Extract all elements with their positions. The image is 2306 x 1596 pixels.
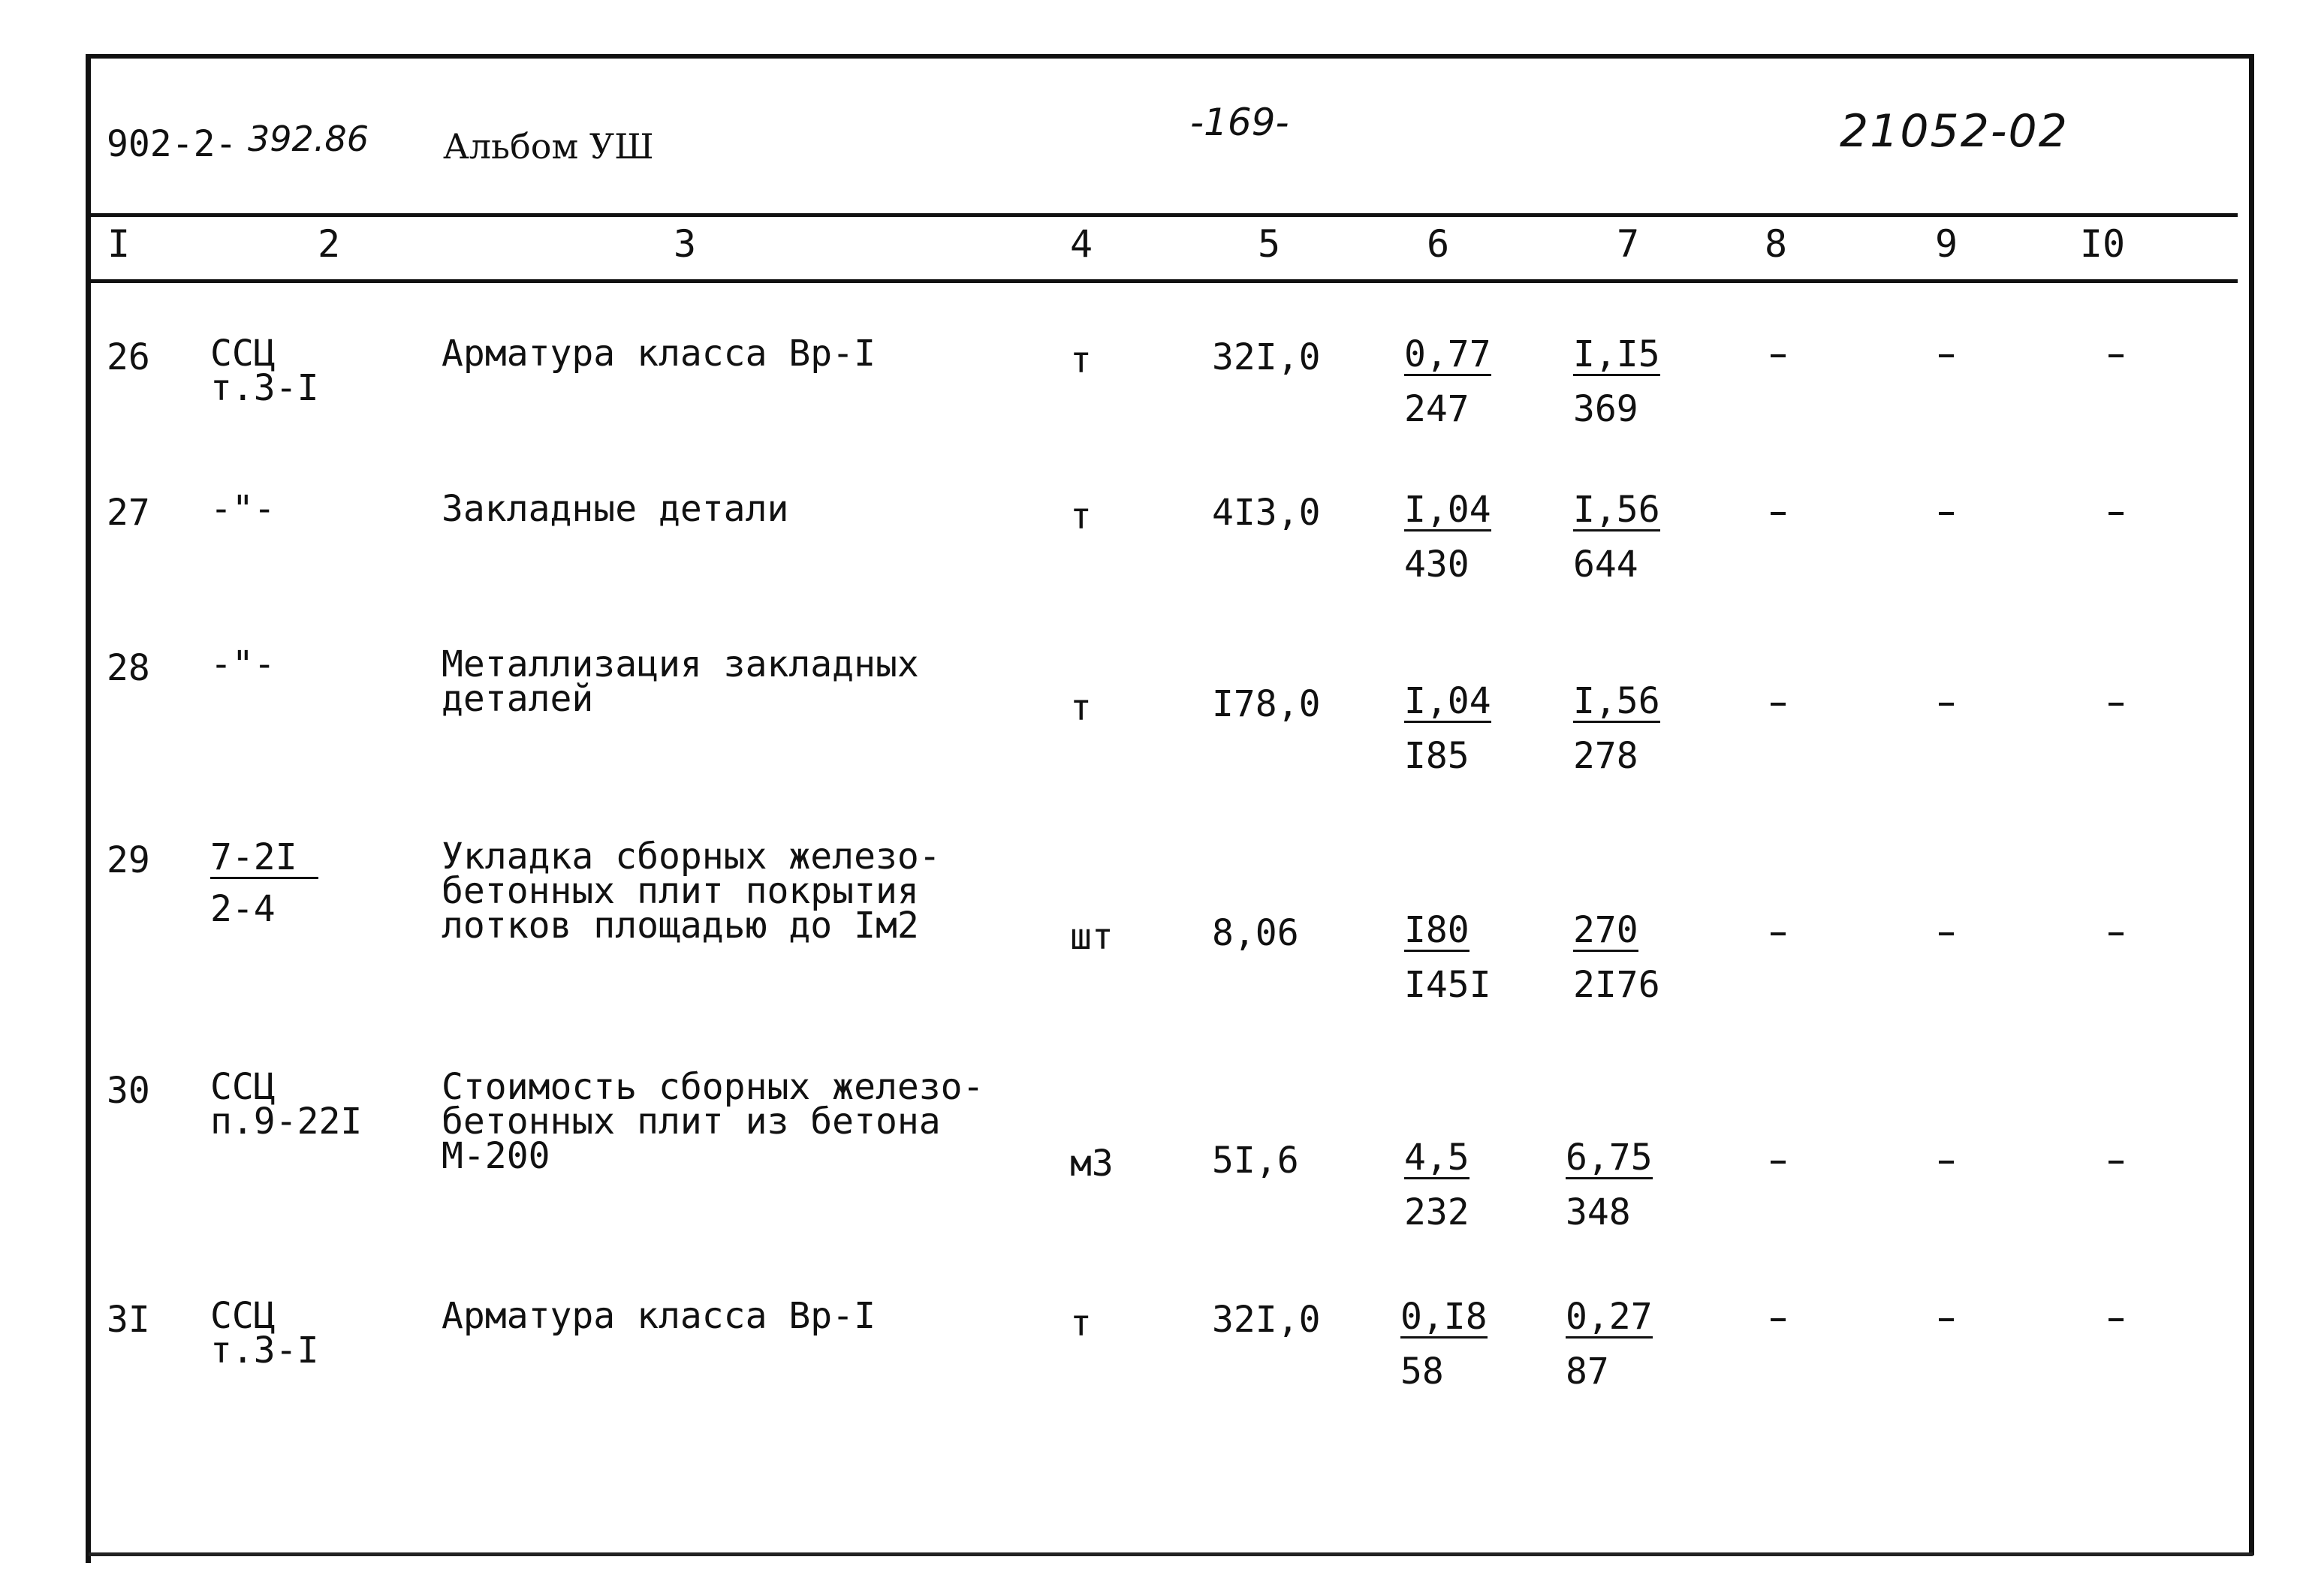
doc-series: 902-2- bbox=[107, 123, 237, 165]
code-line: т.3-I bbox=[210, 1329, 319, 1372]
column-8-dash bbox=[1771, 1161, 1786, 1164]
column-10-dash bbox=[2109, 1318, 2124, 1321]
column-7-numerator: 0,27 bbox=[1566, 1296, 1653, 1338]
normative-code bbox=[210, 643, 276, 685]
code-line: 7-2I bbox=[210, 839, 318, 879]
column-header: 4 bbox=[1069, 222, 1093, 266]
row-number: 3I bbox=[107, 1299, 150, 1341]
column-7-denominator: 87 bbox=[1566, 1351, 1609, 1393]
column-7-value bbox=[1566, 1296, 1653, 1393]
column-header: I bbox=[107, 222, 131, 266]
frame-right bbox=[2249, 54, 2254, 1555]
normative-code bbox=[210, 1295, 319, 1372]
name-line: лотков площадью до Iм2 bbox=[442, 905, 919, 947]
column-6-denominator: 232 bbox=[1404, 1191, 1470, 1233]
column-header: 8 bbox=[1764, 222, 1788, 266]
work-name bbox=[442, 488, 1042, 530]
column-header: 7 bbox=[1616, 222, 1640, 266]
header-rule-bottom bbox=[90, 279, 2238, 283]
column-6-numerator: 0,77 bbox=[1404, 333, 1491, 375]
quantity: 32I,0 bbox=[1212, 1299, 1321, 1341]
code-line: 2-4 bbox=[210, 888, 276, 930]
column-8-dash bbox=[1771, 703, 1786, 706]
work-name bbox=[442, 333, 1042, 375]
column-7-denominator: 369 bbox=[1573, 388, 1638, 430]
column-9-dash bbox=[1939, 1318, 1954, 1321]
column-9-dash bbox=[1939, 354, 1954, 357]
doc-number: 392.86 bbox=[248, 119, 369, 159]
row-number: 30 bbox=[107, 1070, 150, 1112]
column-6-value bbox=[1404, 489, 1491, 586]
name-line: бетонных плит покрытия bbox=[442, 870, 919, 912]
column-header: 6 bbox=[1426, 222, 1450, 266]
column-10-dash bbox=[2109, 932, 2124, 935]
column-7-denominator: 2I76 bbox=[1573, 964, 1660, 1006]
column-10-dash bbox=[2109, 1161, 2124, 1164]
column-9-dash bbox=[1939, 1161, 1954, 1164]
column-7-numerator: 6,75 bbox=[1566, 1137, 1653, 1179]
name-line: Укладка сборных железо- bbox=[442, 836, 941, 878]
name-line: М-200 bbox=[442, 1135, 550, 1177]
column-6-numerator: 4,5 bbox=[1404, 1137, 1470, 1179]
column-6-numerator: 0,I8 bbox=[1400, 1296, 1488, 1338]
header-rule-top bbox=[90, 213, 2238, 217]
normative-code bbox=[210, 1066, 363, 1143]
column-7-numerator: 270 bbox=[1573, 909, 1638, 951]
row-number: 28 bbox=[107, 647, 150, 689]
column-7-value bbox=[1573, 333, 1660, 430]
column-header: 2 bbox=[317, 222, 341, 266]
album-label: Альбом УШ bbox=[443, 126, 654, 167]
column-6-numerator: I,04 bbox=[1404, 489, 1491, 531]
column-7-denominator: 278 bbox=[1573, 735, 1638, 777]
column-6-numerator: I80 bbox=[1404, 909, 1470, 951]
column-7-numerator: I,56 bbox=[1573, 680, 1660, 722]
code-line: т.3-I bbox=[210, 367, 319, 409]
column-6-denominator: 58 bbox=[1400, 1351, 1444, 1393]
code-line: ССЦ bbox=[210, 1066, 276, 1108]
work-name bbox=[442, 836, 1042, 947]
column-6-numerator: I,04 bbox=[1404, 680, 1491, 722]
code-line: -"- bbox=[210, 643, 276, 685]
name-line: Закладные детали bbox=[442, 488, 789, 530]
column-6-value bbox=[1404, 680, 1491, 777]
column-6-denominator: I85 bbox=[1404, 735, 1470, 777]
column-7-value bbox=[1573, 680, 1660, 777]
code-line: ССЦ bbox=[210, 333, 276, 375]
quantity: 4I3,0 bbox=[1212, 492, 1321, 534]
column-7-numerator: I,I5 bbox=[1573, 333, 1660, 375]
quantity: I78,0 bbox=[1212, 683, 1321, 725]
work-name bbox=[442, 643, 1042, 720]
column-8-dash bbox=[1771, 354, 1786, 357]
normative-code bbox=[210, 836, 318, 930]
column-header: 5 bbox=[1257, 222, 1281, 266]
row-number: 27 bbox=[107, 492, 150, 534]
work-name bbox=[442, 1295, 1042, 1337]
quantity: 8,06 bbox=[1212, 912, 1299, 954]
row-number: 26 bbox=[107, 336, 150, 378]
column-6-denominator: 430 bbox=[1404, 544, 1470, 586]
column-8-dash bbox=[1771, 1318, 1786, 1321]
column-6-denominator: I45I bbox=[1404, 964, 1491, 1006]
column-8-dash bbox=[1771, 932, 1786, 935]
normative-code bbox=[210, 488, 276, 530]
column-10-dash bbox=[2109, 512, 2124, 515]
unit: т bbox=[1070, 687, 1092, 729]
name-line: Стоимость сборных железо- bbox=[442, 1066, 984, 1108]
name-line: бетонных плит из бетона bbox=[442, 1101, 941, 1143]
unit: т bbox=[1070, 495, 1092, 538]
column-10-dash bbox=[2109, 354, 2124, 357]
column-7-value bbox=[1573, 909, 1660, 1006]
column-10-dash bbox=[2109, 703, 2124, 706]
code-line: ССЦ bbox=[210, 1295, 276, 1337]
quantity: 5I,6 bbox=[1212, 1140, 1299, 1182]
unit: т bbox=[1070, 339, 1092, 381]
column-8-dash bbox=[1771, 512, 1786, 515]
column-7-denominator: 348 bbox=[1566, 1191, 1631, 1233]
column-header: 3 bbox=[673, 222, 697, 266]
column-7-value bbox=[1566, 1137, 1653, 1233]
column-9-dash bbox=[1939, 932, 1954, 935]
page-number: -169- bbox=[1190, 101, 1289, 144]
name-line: Арматура класса Вр-I bbox=[442, 1295, 876, 1337]
column-7-value bbox=[1573, 489, 1660, 586]
code-line: п.9-22I bbox=[210, 1101, 363, 1143]
column-6-value bbox=[1404, 333, 1491, 430]
column-6-value bbox=[1404, 909, 1491, 1006]
code-line: -"- bbox=[210, 488, 276, 530]
column-6-value bbox=[1404, 1137, 1470, 1233]
name-line: Арматура класса Вр-I bbox=[442, 333, 876, 375]
unit: шт bbox=[1070, 916, 1114, 958]
column-9-dash bbox=[1939, 512, 1954, 515]
column-7-denominator: 644 bbox=[1573, 544, 1638, 586]
work-name bbox=[442, 1066, 1042, 1177]
column-6-value bbox=[1400, 1296, 1488, 1393]
column-9-dash bbox=[1939, 703, 1954, 706]
row-number: 29 bbox=[107, 839, 150, 881]
column-header: 9 bbox=[1934, 222, 1958, 266]
document-code: 21052-02 bbox=[1840, 105, 2069, 158]
unit: м3 bbox=[1070, 1143, 1114, 1185]
column-header: I0 bbox=[2079, 222, 2126, 266]
frame-top bbox=[89, 54, 2253, 59]
normative-code bbox=[210, 333, 319, 409]
name-line: Металлизация закладных bbox=[442, 643, 919, 685]
column-6-denominator: 247 bbox=[1404, 388, 1470, 430]
unit: т bbox=[1070, 1302, 1092, 1345]
column-7-numerator: I,56 bbox=[1573, 489, 1660, 531]
quantity: 32I,0 bbox=[1212, 336, 1321, 378]
frame-bottom bbox=[89, 1552, 2253, 1556]
name-line: деталей bbox=[442, 678, 594, 720]
